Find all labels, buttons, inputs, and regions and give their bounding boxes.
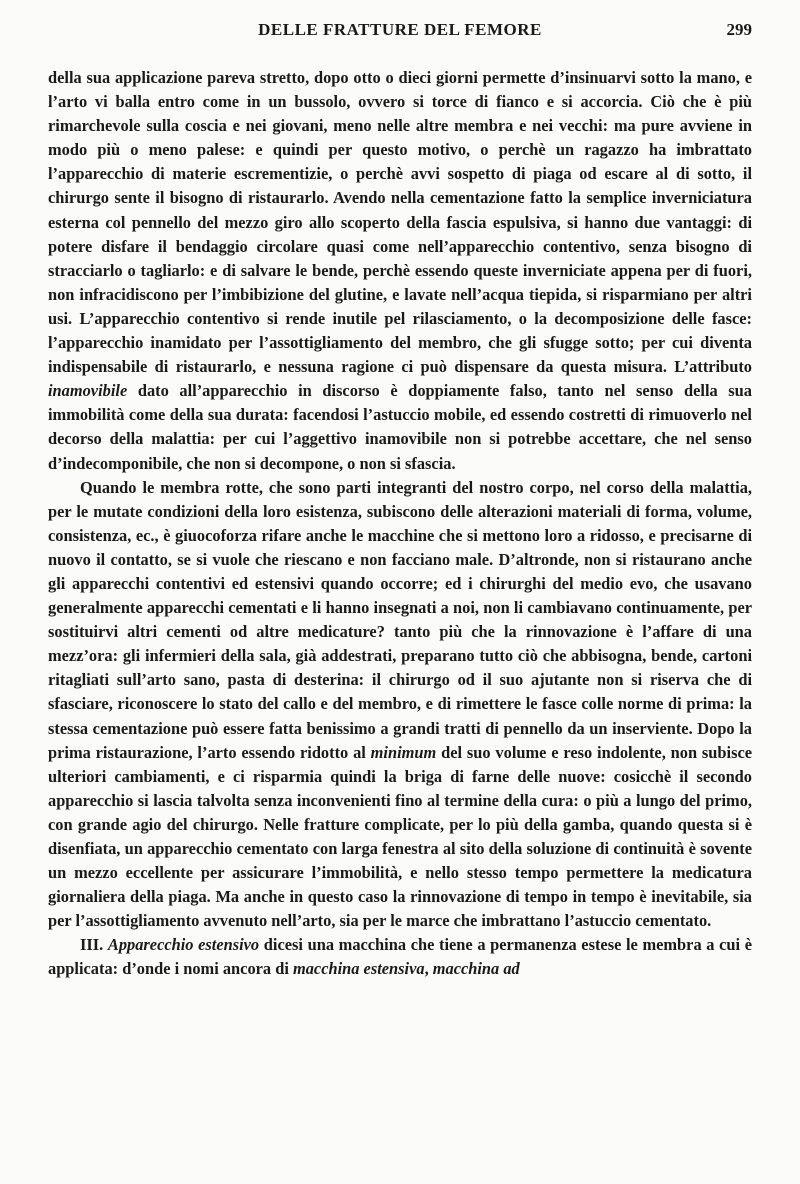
text-run: dicesi una macchina che tiene a permanenza estese le membra a cui è applicata: d’onde i nomi ancora di	[48, 935, 752, 979]
paragraph-1	[48, 66, 752, 476]
italic-term: minimum	[370, 742, 437, 762]
running-title: DELLE FRATTURE DEL FEMORE	[258, 20, 542, 39]
text-run: Quando le membra rotte, che sono parti integranti del nostro corpo, nel corso della malattia, per le mutate condizioni della loro esistenza, subiscono delle alterazioni materiali di forma, volume, consistenza, ec., è giuocoforza rifare anche le macchine che si mettono loro a ridosso, e precisarne di nuovo il contatto, se si vuole che riescano e non facciano male. D’altronde, non si ristaurano anche gli apparecchi contentivi ed estensivi quando occorre; ed i chirurghi del medio evo, che usavano generalmente apparecchi cementati e li hanno insegnati a noi, non li cambiavano continuamente, per sostituirvi altri cementi od altre medicature? tanto più che la rinnovazione è l’affare di una mezz’ora: gli infermieri della sala, già addestrati, preparano tutto ciò che abbisogna, bende, cartoni ritagliati sull’arto sano, pasta di desterina: il chirurgo od il suo ajutante non si riserva che di sfasciare, riconoscere lo stato del callo e del membro, e di rimettere le fasce colle norme di prima: la stessa cementazione può essere fatta benissimo a grandi tratti di pennello da un inserviente. Dopo la prima ristaurazione, l’arto essendo ridotto al	[48, 477, 752, 762]
italic-term: Apparecchio estensivo	[107, 935, 260, 955]
text-run: ,	[424, 959, 433, 979]
italic-term: macchina ad	[432, 959, 520, 979]
text-run: della sua applicazione pareva stretto, dopo otto o dieci giorni permette d’insinuarvi sotto la mano, e l’arto vi balla entro come in un bussolo, ovvero si torce di fianco e si accorcia. Ciò che è più rimarchevole sulla coscia e nei giovani, meno nelle altre membra e nei vecchi: ma pure avviene in modo più o meno palese: e quindi per questo motivo, o perchè un ragazzo ha imbrattato l’apparecchio di materie escrementizie, o perchè avvi sospetto di piaga od escare al di sotto, il chirurgo sente il bisogno di ristaurarlo. Avendo nella cementazione fatto la semplice inverniciatura esterna col pennello del mezzo giro allo scoperto della fascia espulsiva, si hanno due vantaggi: di potere disfare il bendaggio circolare quasi come nell’apparecchio contentivo, senza bisogno di stracciarlo o tagliarlo: e di salvare le bende, perchè essendo queste inverniciate appena per di fuori, non infracidiscono per l’imbibizione del glutine, e lavate nell’acqua tiepida, si risparmiano per altri usi. L’apparecchio contentivo si rende inutile pel rilasciamento, o la decomposizione delle fasce: l’apparecchio inamidato per l’assottigliamento del membro, che gli sfugge sotto; per cui diventa indispensabile di ristaurarlo, e nessuna ragione ci può dispensare da questa misura. L’attributo	[48, 68, 752, 377]
text-run: dato all’apparecchio in discorso è doppiamente falso, tanto nel senso della sua immobilità come della sua durata: facendosi l’astuccio mobile, ed essendo costretti di rimuoverlo nel decorso della malattia: per cui l’aggettivo inamovibile non si potrebbe accettare, che nel senso d’indecomponibile, che non si decompone, o non si sfascia.	[48, 381, 752, 473]
text-run: III.	[80, 935, 108, 955]
page-number: 299	[726, 20, 752, 39]
italic-term: inamovibile	[48, 381, 128, 401]
paragraph-3	[48, 933, 752, 981]
paragraph-2	[48, 476, 752, 934]
body-text	[48, 66, 752, 982]
text-run: del suo volume e reso indolente, non subisce ulteriori cambiamenti, e ci risparmia quindi la briga di farne delle nuove: cosicchè il secondo apparecchio si lascia talvolta senza inconvenienti fino al termine della cura: o più a lungo del primo, con grande agio del chirurgo. Nelle fratture complicate, per lo più della gamba, quando questa si è disenfiata, un apparecchio cementato con larga fenestra al sito della soluzione di continuità è sovente un mezzo eccellente per assicurare l’immobilità, e nello stesso tempo permettere la medicatura giornaliera della piaga. Ma anche in questo caso la rinnovazione di tempo in tempo è inevitabile, sia per l’assottigliamento avvenuto nell’arto, sia per le marce che imbrattano l’astuccio cementato.	[48, 742, 752, 931]
page-header	[48, 20, 752, 46]
italic-term: macchina estensiva	[292, 959, 425, 979]
